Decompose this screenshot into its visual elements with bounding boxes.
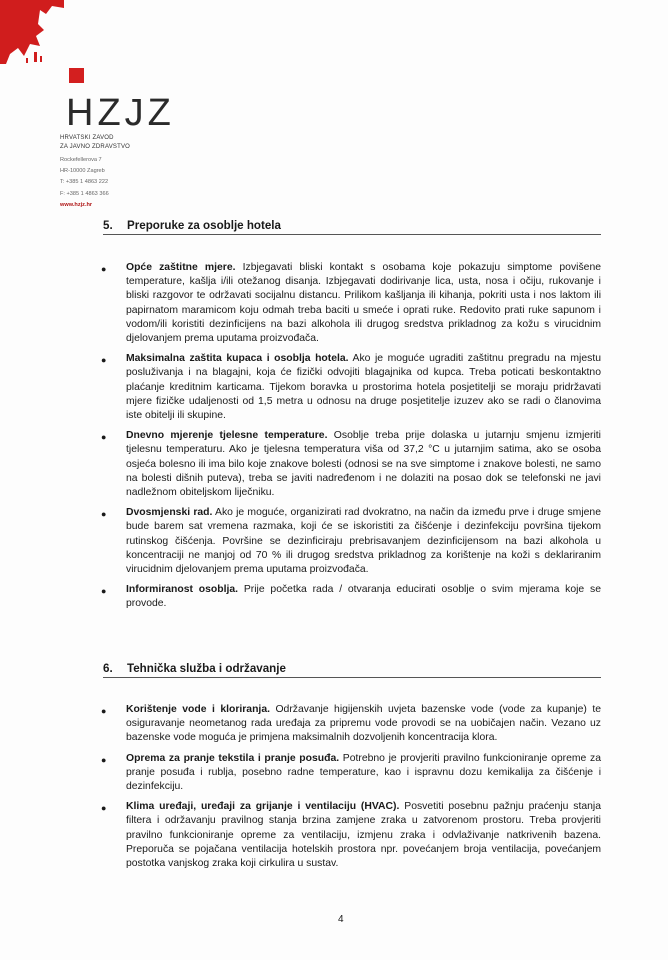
list-item bbox=[101, 703, 601, 746]
section-heading bbox=[103, 662, 601, 678]
bullet-icon: ● bbox=[101, 509, 107, 520]
list-item bbox=[101, 352, 601, 423]
item-lead: Klima uređaji, uređaji za grijanje i ventilaciju (HVAC). bbox=[126, 801, 400, 813]
page-number: 4 bbox=[338, 914, 344, 925]
address-line: HR-10000 Zagreb bbox=[60, 168, 105, 175]
item-lead: Oprema za pranje tekstila i pranje posuđa. bbox=[126, 752, 340, 764]
bullet-icon: ● bbox=[101, 264, 107, 274]
item-text: Ako je moguće, organizirati rad dvokratno, na način da između prve i druge smjene bude barem sat vremena razmaka, koji će se iskoristiti za čišćenje i dezinfekciju površina tijekom rutinskog čišćenja. Površine se dezinficiraju prebrisavanjem dezinficijensom na bazi alkohola u koncentraciji ne manjoj od 70 % ili drugog sredstva prikladnog za korištenje na koži s deklariranim virucidnim djelovanjem prema uputama proizvođača. bbox=[126, 507, 601, 576]
bullet-icon: ● bbox=[101, 803, 107, 814]
item-text: Izbjegavati bliski kontakt s osobama koje pokazuju simptome povišene temperature, kašlja i/ili otežanog disanja. Izbjegavati dodirivanje lica, usta, nosa i očiju, rukovanje i bliski razgovor te održavati socijalnu distancu. Prilikom kašljanja ili kihanja, pokriti usta i nos laktom ili papirnatom maramicom koju odmah treba baciti u smeće i oprati ruke. Redovito prati ruke sapunom i vodom/ili koristiti dezinficijens na bazi alkohola ili drugog sredstva prikladnog za kožu s virucidnim djelovanjem prema uputama proizvođača. bbox=[126, 262, 602, 345]
list-item bbox=[101, 583, 601, 611]
website-link[interactable]: www.hzjz.hr bbox=[60, 201, 93, 208]
item-text: Osoblje treba prije dolaska u jutarnju smjenu izmjeriti tjelesnu temperaturu. Ako je tjelesna temperatura viša od 37,2 °C u jutarnjim satima, ako se osoba osjeća bolesno ili ima bilo koje znakove bolesti (odnosi se na sve simptome i znakove bolesti, ne samo na bolesti dišnih puteva), treba se javiti nadređenom i ne dolaziti na posao dok se telefonski ne javi nadležnom obiteljskom liječniku. bbox=[126, 430, 601, 499]
bullet-icon: ● bbox=[101, 586, 107, 597]
item-text: Ako je moguće ugraditi zaštitnu pregradu na mjestu posluživanja i na blagajni, koja će fizički odvojiti blagajnika od kupca. Treba poticati beskontaktno plaćanje kreditnim karticama. Tijekom boravka u prostorima hotela posjetitelji se moraju pridržavati mjere fizičke udaljenosti od 1,5 metra u odnosu na druge posjetitelje izuzev ako se radi o članovima iste obitelji ili skupine. bbox=[126, 353, 601, 422]
institution-name bbox=[60, 134, 130, 151]
item-text: Održavanje higijenskih uvjeta bazenske vode (vode za kupanje) te osiguravanje neometanog rada uređaja za pripremu vode provodi se na uobičajen način. Vezano uz bazenske vode moguća je primjena maksimalnih dozvoljenih koncentracija klora. bbox=[126, 704, 601, 744]
section-title: Preporuke za osoblje hotela bbox=[127, 219, 281, 232]
section-number: 6. bbox=[103, 662, 113, 675]
list-item bbox=[101, 261, 601, 346]
institution-line-1: HRVATSKI ZAVOD bbox=[60, 135, 114, 141]
item-lead: Dnevno mjerenje tjelesne temperature. bbox=[126, 430, 328, 442]
bullet-icon: ● bbox=[101, 706, 107, 716]
list-item bbox=[101, 429, 601, 500]
address-line: T: +385 1 4863 222 bbox=[60, 179, 109, 186]
item-lead: Opće zaštitne mjere. bbox=[126, 262, 236, 273]
item-lead: Informiranost osoblja. bbox=[126, 584, 239, 596]
list-item bbox=[101, 752, 601, 795]
address-line: F: +385 1 4863 366 bbox=[60, 190, 109, 197]
item-lead: Korištenje vode i kloriranja. bbox=[126, 704, 270, 715]
institution-line-2: ZA JAVNO ZDRAVSTVO bbox=[60, 143, 131, 150]
item-text: Posvetiti posebnu pažnju praćenju stanja filtera i održavanju pravilnog stanja brzina zamjene zraka u zatvorenom prostoru. Treba provjeriti pravilno funkcioniranje opreme za ventilaciju, izmjenu zraka i odvlaživanje natkrivenih bazena. Preporuča se pojačana ventilacija hotelskih prostora npr. povećanjem broja ventilacija, povećanjem postotka vanjskog zraka koji cirkulira u sustav. bbox=[126, 801, 602, 870]
item-lead: Dvosmjenski rad. bbox=[126, 507, 213, 519]
item-lead: Maksimalna zaštita kupaca i osoblja hotela. bbox=[126, 353, 349, 365]
section-list bbox=[101, 261, 601, 618]
brand-red-square bbox=[69, 68, 84, 83]
section-list bbox=[101, 703, 601, 877]
item-text: Prije početka rada / otvaranja educirati osoblje o svim mjerama koje se provode. bbox=[126, 584, 601, 610]
section-number: 5. bbox=[103, 219, 113, 232]
bullet-icon: ● bbox=[101, 432, 107, 443]
address-line: Rockefellerova 7 bbox=[60, 157, 102, 163]
address-block bbox=[60, 155, 109, 211]
section-title: Tehnička služba i održavanje bbox=[127, 662, 286, 675]
item-text: Potrebno je provjeriti pravilno funkcioniranje opreme za pranje posuđa i rublja, posebno radne temperature, kao i ispravnu dozu kemikalija za čišćenje i dezinfekciju. bbox=[126, 752, 601, 793]
bullet-icon: ● bbox=[101, 355, 107, 366]
brand-name: HZJZ bbox=[66, 92, 175, 134]
list-item bbox=[101, 800, 601, 871]
section-heading bbox=[103, 219, 601, 235]
hzjz-corner-logo-icon bbox=[0, 0, 64, 64]
bullet-icon: ● bbox=[101, 754, 107, 765]
list-item bbox=[101, 506, 601, 577]
